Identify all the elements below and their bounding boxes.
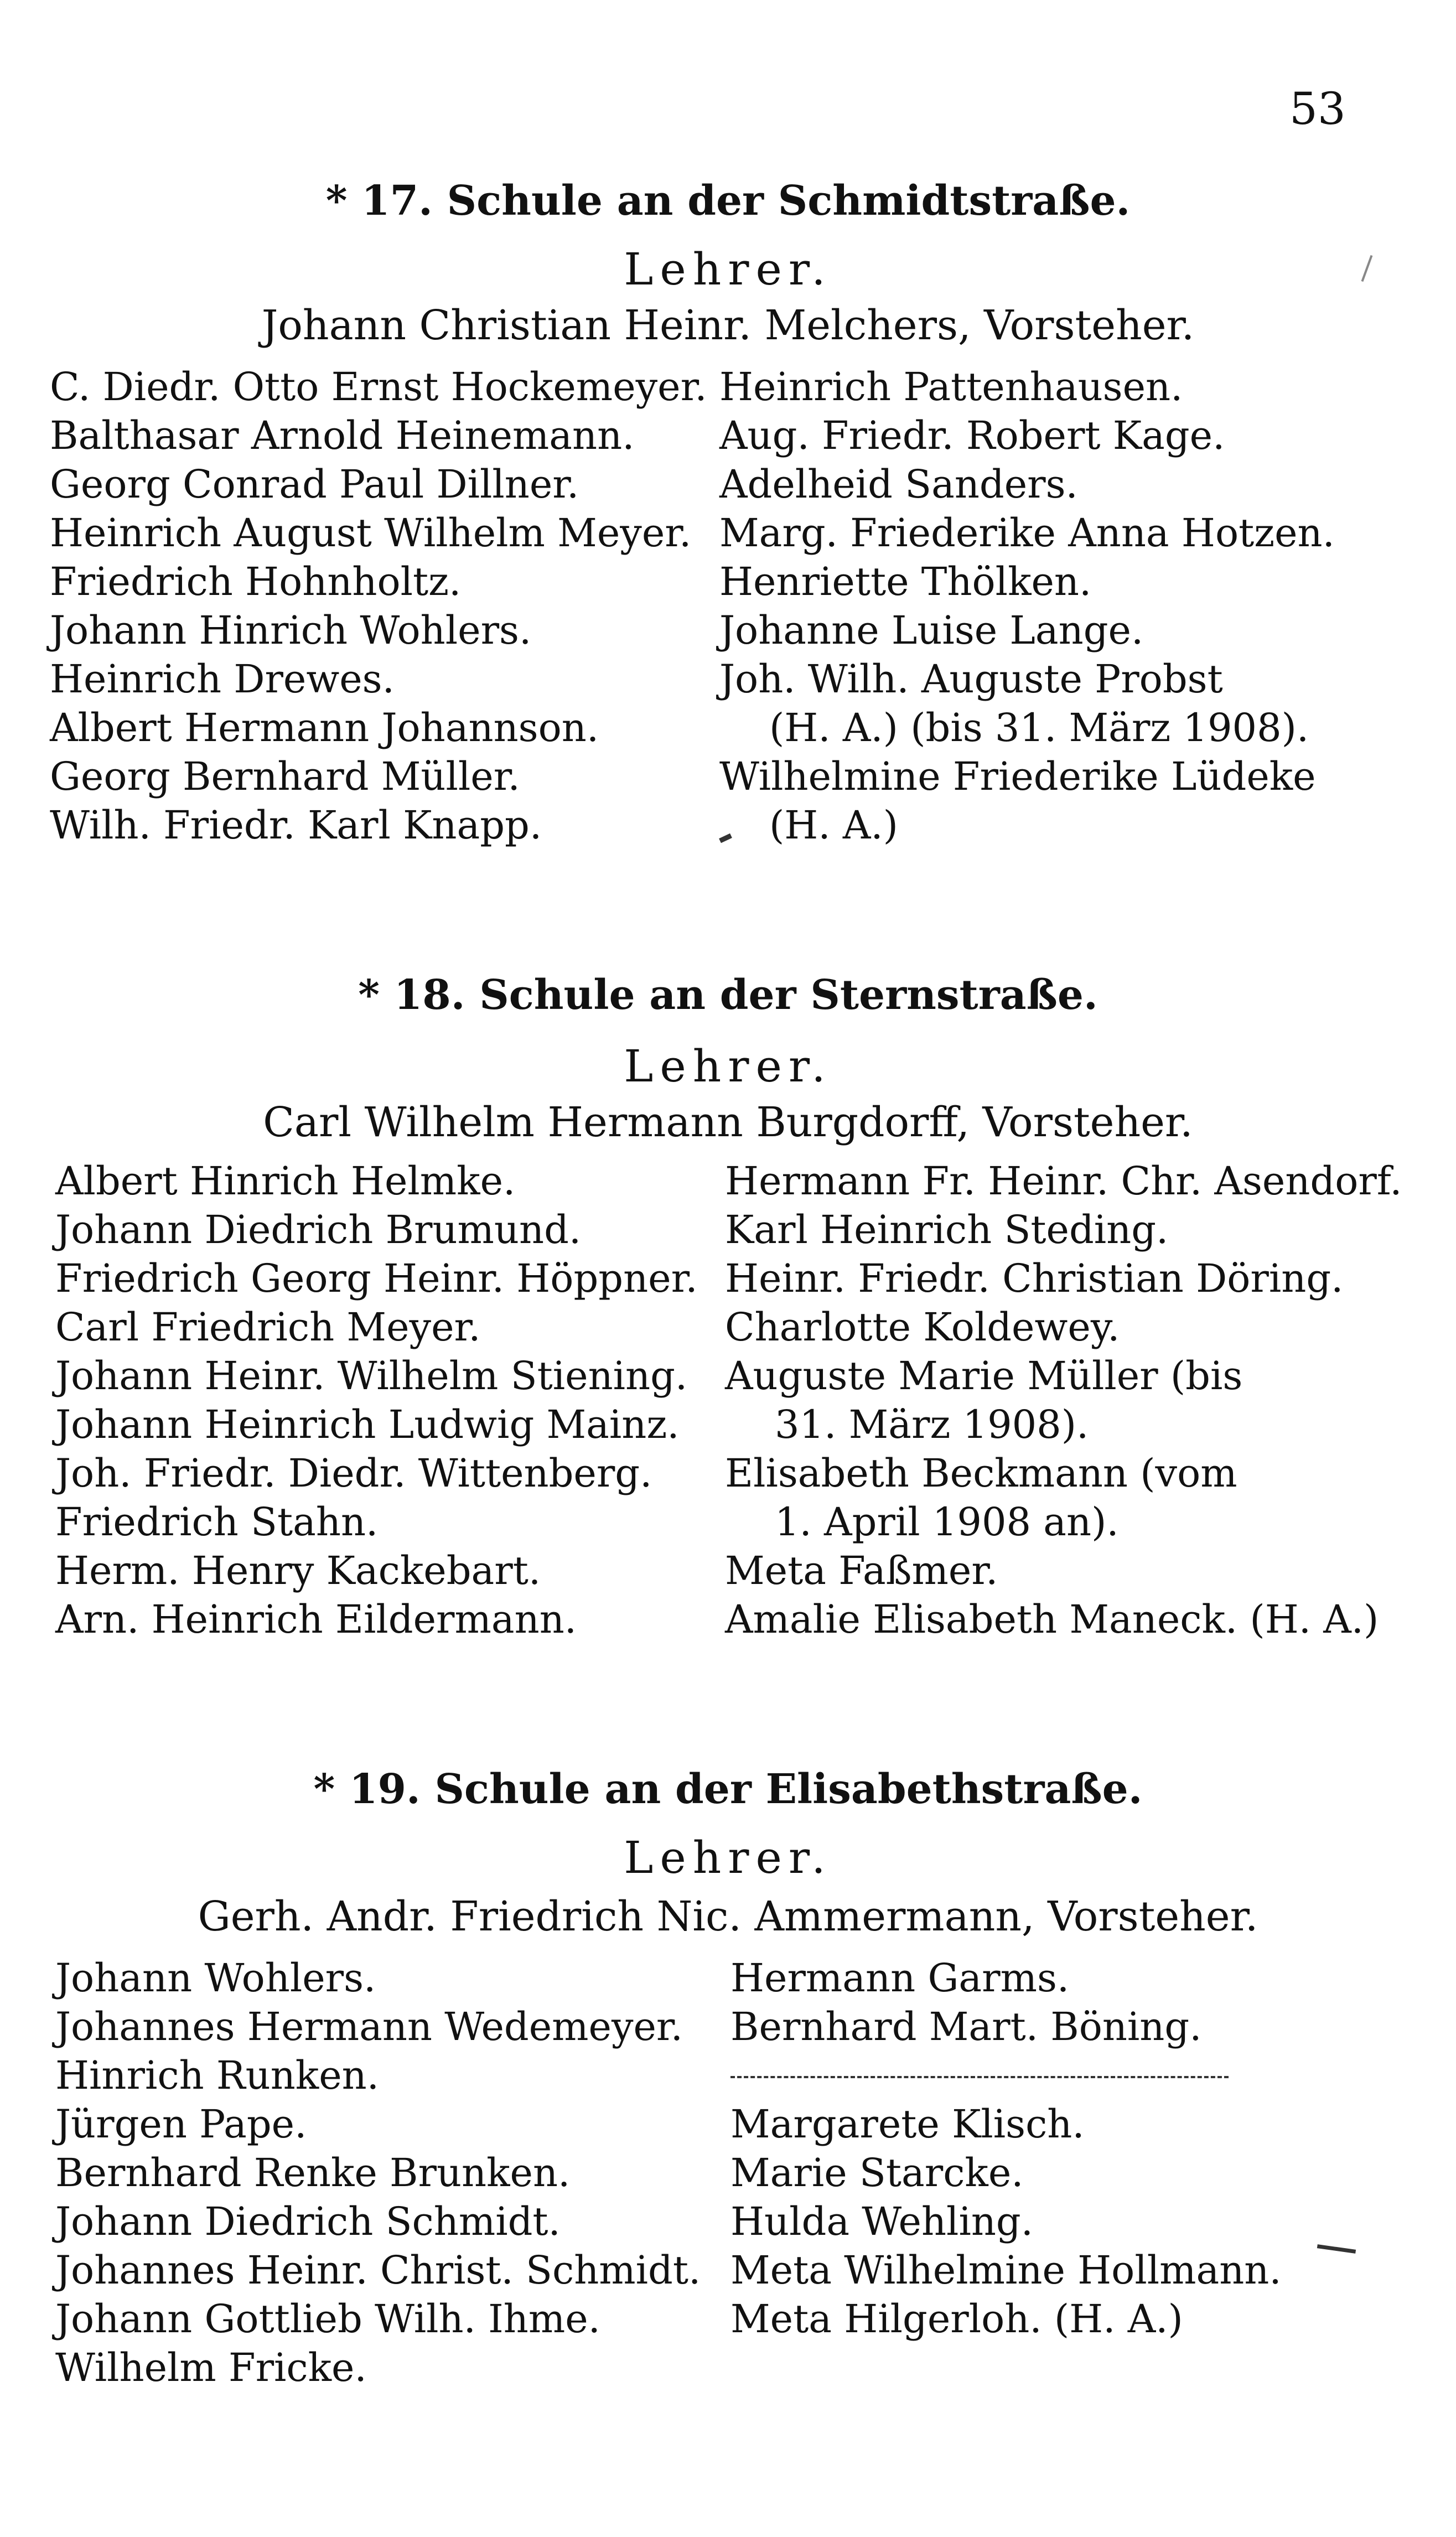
teacher-entry: Albert Hinrich Helmke. (55, 1158, 516, 1204)
teacher-entry: Heinrich Pattenhausen. (719, 364, 1183, 410)
teacher-entry: Jürgen Pape. (55, 2101, 307, 2147)
teachers-right-column (719, 363, 1335, 850)
teacher-entry: Heinr. Friedr. Christian Döring. (725, 1256, 1344, 1301)
teacher-entry: Hulda Wehling. (730, 2199, 1033, 2244)
section-heading: * 18. Schule an der Sternstraße. (358, 971, 1098, 1019)
teacher-entry: Joh. Wilh. Auguste Probst (719, 656, 1223, 702)
teacher-entry: Aug. Friedr. Robert Kage. (719, 413, 1225, 458)
teacher-entry: Friedrich Georg Heinr. Höppner. (55, 1256, 698, 1301)
scan-smudge (1317, 2244, 1356, 2254)
teacher-entry: Elisabeth Beckmann (vom (725, 1451, 1237, 1496)
teacher-entry: Meta Wilhelmine Hollmann. (730, 2248, 1282, 2293)
teacher-entry: Charlotte Koldewey. (725, 1304, 1120, 1350)
teacher-entry-continuation: (H. A.) (769, 802, 898, 848)
teacher-entry: Johannes Heinr. Christ. Schmidt. (55, 2248, 701, 2293)
teachers-heading: Lehrer. (624, 1040, 832, 1092)
section-heading: * 19. Schule an der Elisabethstraße. (313, 1765, 1143, 1813)
teacher-entry: Amalie Elisabeth Maneck. (H. A.) (725, 1597, 1379, 1642)
teachers-right-column (725, 1157, 1402, 1644)
teacher-entry: Balthasar Arnold Heinemann. (50, 413, 635, 458)
section-heading: * 17. Schule an der Schmidtstraße. (325, 177, 1131, 225)
teacher-entry: C. Diedr. Otto Ernst Hockemeyer. (50, 364, 707, 410)
teacher-entry: Wilhelm Fricke. (55, 2345, 367, 2390)
teacher-entry: Arn. Heinrich Eildermann. (55, 1597, 577, 1642)
teacher-entry-continuation: 1. April 1908 an). (775, 1499, 1119, 1545)
teacher-entry-continuation: (H. A.) (bis 31. März 1908). (769, 705, 1309, 750)
teacher-entry: Albert Hermann Johannson. (50, 705, 599, 750)
teachers-left-column (50, 363, 707, 850)
principal-line: Gerh. Andr. Friedrich Nic. Ammermann, Vorsteher. (198, 1893, 1258, 1940)
teacher-entry: Hermann Garms. (730, 1955, 1070, 2001)
teacher-entry: Heinrich Drewes. (50, 656, 395, 702)
teacher-entry: Hinrich Runken. (55, 2053, 379, 2098)
teacher-entry: Karl Heinrich Steding. (725, 1207, 1169, 1252)
teacher-entry: Georg Conrad Paul Dillner. (50, 462, 579, 507)
teacher-entry: Wilhelmine Friederike Lüdeke (719, 754, 1316, 799)
teacher-entry: Johann Gottlieb Wilh. Ihme. (55, 2296, 600, 2342)
teacher-entry: Johann Hinrich Wohlers. (50, 608, 532, 653)
teachers-heading: Lehrer. (624, 244, 832, 295)
page-number: 53 (1289, 83, 1346, 134)
teacher-entry: Bernhard Renke Brunken. (55, 2150, 571, 2196)
teacher-entry: Herm. Henry Kackebart. (55, 1548, 541, 1593)
teacher-entry: Adelheid Sanders. (719, 462, 1078, 507)
teacher-entry: Meta Faßmer. (725, 1548, 998, 1593)
teacher-entry-continuation: 31. März 1908). (775, 1402, 1089, 1447)
teachers-left-column (55, 1157, 698, 1644)
teachers-left-column (55, 1954, 701, 2392)
teacher-entry: Carl Friedrich Meyer. (55, 1304, 481, 1350)
teacher-entry: Johann Heinrich Ludwig Mainz. (55, 1402, 680, 1447)
teacher-entry: Friedrich Stahn. (55, 1499, 379, 1545)
teacher-entry: Auguste Marie Müller (bis (725, 1353, 1243, 1399)
teacher-entry: Marie Starcke. (730, 2150, 1024, 2196)
teacher-entry: Johann Diedrich Brumund. (55, 1207, 582, 1252)
teacher-entry: Johann Diedrich Schmidt. (55, 2199, 561, 2244)
teacher-entry: Hermann Fr. Heinr. Chr. Asendorf. (725, 1158, 1402, 1204)
teacher-entry: Wilh. Friedr. Karl Knapp. (50, 802, 542, 848)
teacher-entry: Johann Heinr. Wilhelm Stiening. (55, 1353, 688, 1399)
teacher-entry: Marg. Friederike Anna Hotzen. (719, 510, 1335, 556)
principal-line: Johann Christian Heinr. Melchers, Vorsteher. (261, 302, 1195, 349)
teacher-entry: Bernhard Mart. Böning. (730, 2004, 1202, 2049)
principal-line: Carl Wilhelm Hermann Burgdorff, Vorsteher. (263, 1099, 1193, 1146)
teacher-entry: Henriette Thölken. (719, 559, 1092, 604)
teachers-heading: Lehrer. (624, 1832, 832, 1883)
teacher-entry: Johann Wohlers. (55, 1955, 376, 2001)
teacher-entry: Joh. Friedr. Diedr. Wittenberg. (55, 1451, 652, 1496)
teacher-entry: Johannes Hermann Wedemeyer. (55, 2004, 683, 2049)
teacher-entry: Friedrich Hohnholtz. (50, 559, 462, 604)
teacher-entry: Johanne Luise Lange. (719, 608, 1144, 653)
dashed-separator (730, 2051, 1229, 2100)
teacher-entry: Georg Bernhard Müller. (50, 754, 520, 799)
teacher-entry: Meta Hilgerloh. (H. A.) (730, 2296, 1183, 2342)
teacher-entry: Heinrich August Wilhelm Meyer. (50, 510, 692, 556)
teachers-right-column (730, 1954, 1282, 2343)
teacher-entry: Margarete Klisch. (730, 2101, 1085, 2147)
